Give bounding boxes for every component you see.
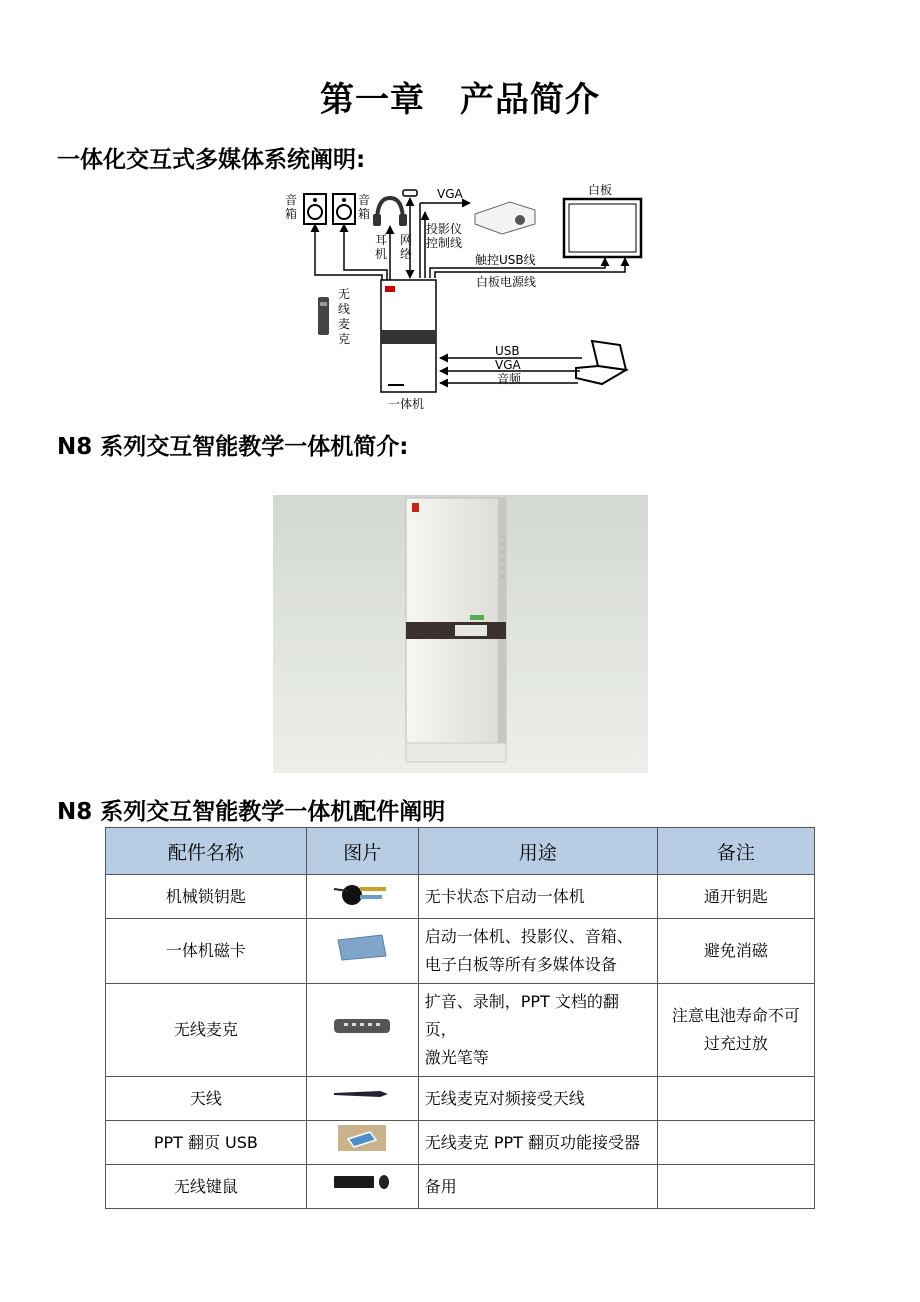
unit-icon [381,280,436,392]
accessory-table [105,827,815,1209]
projector-control-label-2: 控制线 [426,236,463,250]
accessory-use: 无线麦克 PPT 翻页功能接受器 [424,1132,640,1152]
accessory-use: 无线麦克对频接受天线 [424,1088,585,1108]
headphone-icon [373,198,407,226]
table-row [106,1121,815,1165]
speaker-left-icon [304,194,326,224]
wireless-mic-icon [318,297,329,335]
accessory-name: 无线键鼠 [106,1165,307,1209]
unit-label: 一体机 [388,397,425,411]
network-port-icon [403,190,417,196]
accessory-note-line1: 注意电池寿命不可 [671,1006,800,1025]
mic-label-2: 线 [338,302,351,316]
header-use: 用途 [418,828,657,875]
accessory-note: 避免消磁 [703,941,768,960]
usb-receiver-image-icon [336,1123,388,1153]
laptop-vga-label: VGA [495,358,521,372]
accessory-use-line2: 激光笔等 [424,1048,489,1067]
table-row [106,919,815,984]
magnetic-card-image-icon [334,932,390,962]
speaker-right-label-1: 音 [358,193,371,207]
whiteboard-icon [564,199,641,257]
accessory-note-empty [657,1165,814,1209]
accessory-note-empty [657,1077,814,1121]
speaker-left-label-1: 音 [285,193,298,207]
wireless-mic-image-icon [330,1011,394,1041]
touch-usb-label: 触控USB线 [475,253,536,267]
mic-label-3: 麦 [338,317,351,331]
accessory-note-line2: 过充过放 [703,1034,768,1053]
projector-icon [475,202,535,234]
network-label-2: 络 [400,247,413,261]
accessory-name: PPT 翻页 USB [106,1121,307,1165]
accessory-name: 机械锁钥匙 [106,875,307,919]
accessory-note-empty [657,1121,814,1165]
accessory-use: 备用 [424,1176,457,1196]
antenna-image-icon [330,1084,394,1104]
accessory-use-line1: 启动一体机、投影仪、音箱、 [424,927,633,946]
table-header-row [106,828,815,875]
table-row [106,984,815,1077]
laptop-audio-label: 音频 [497,372,522,386]
speaker-right-label-2: 箱 [358,207,371,221]
accessory-use-line1: 扩音、录制，PPT 文档的翻页， [424,992,619,1039]
speaker-left-label-2: 箱 [285,207,298,221]
accessory-name: 一体机磁卡 [106,919,307,984]
accessory-note: 通开钥匙 [703,886,768,906]
headphone-label-2: 机 [375,247,388,261]
header-name: 配件名称 [106,828,307,875]
laptop-icon [576,341,626,384]
accessory-use: 无卡状态下启动一体机 [424,886,585,906]
whiteboard-power-label: 白板电源线 [476,275,537,289]
table-row [106,1165,815,1209]
section-heading-product: N8 系列交互智能教学一体机简介: [57,434,409,460]
page-title: 第一章 产品简介 [320,80,600,120]
network-label-1: 网 [400,233,413,247]
section-heading-accessories: N8 系列交互智能教学一体机配件阐明 [57,799,446,825]
whiteboard-label: 白板 [588,183,613,197]
table-row [106,875,815,919]
projector-control-label-1: 投影仪 [426,222,463,236]
system-diagram [280,180,660,415]
mic-label-1: 无 [338,287,351,301]
mic-label-4: 克 [338,332,351,346]
header-image: 图片 [306,828,418,875]
table-row [106,1077,815,1121]
laptop-usb-label: USB [495,344,520,358]
keyboard-mouse-image-icon [330,1171,394,1193]
product-photo [273,495,648,773]
vga-top-label: VGA [437,187,463,201]
accessory-use-line2: 电子白板等所有多媒体设备 [424,955,617,974]
key-image-icon [330,875,394,909]
section-heading-system: 一体化交互式多媒体系统阐明: [57,147,366,173]
headphone-label-1: 耳 [375,233,388,247]
accessory-name: 天线 [106,1077,307,1121]
accessory-name: 无线麦克 [106,984,307,1077]
header-note: 备注 [657,828,814,875]
speaker-right-icon [333,194,355,224]
